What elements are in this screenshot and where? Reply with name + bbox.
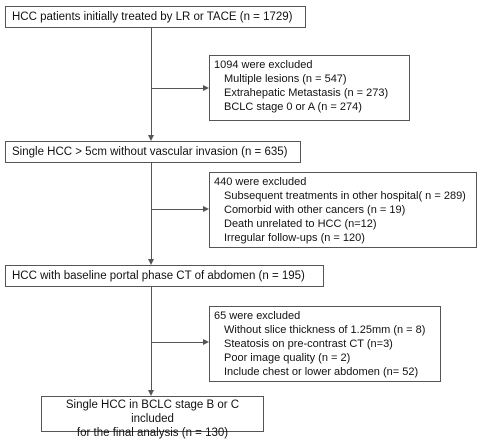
- exclusion-box-1: [209, 55, 410, 121]
- stage-1-box: [5, 6, 306, 28]
- arrow-right-2: [203, 206, 209, 212]
- connector-3-vertical: [151, 287, 152, 390]
- exclusion-box-2: [209, 172, 477, 248]
- exclusion-1-item: Extrahepatic Metastasis (n = 273): [224, 87, 389, 99]
- exclusion-3-item: Steatosis on pre-contrast CT (n=3): [224, 338, 393, 350]
- exclusion-2-item: Comorbid with other cancers (n = 19): [224, 204, 406, 216]
- exclusion-2-item: Death unrelated to HCC (n=12): [224, 218, 377, 230]
- exclusion-3-list: [214, 323, 436, 379]
- final-line-2: for the final analysis (n = 130): [76, 427, 229, 439]
- stage-1-text: HCC patients initially treated by LR or TACE (n = 1729): [12, 11, 293, 23]
- exclusion-1-item: BCLC stage 0 or A (n = 274): [224, 101, 362, 113]
- arrow-right-1: [203, 85, 209, 91]
- exclusion-box-3: [209, 306, 441, 382]
- exclusion-1-title: 1094 were excluded: [214, 59, 313, 71]
- arrow-down-3: [148, 390, 154, 396]
- exclusion-2-item: Subsequent treatments in other hospital( n = 289): [224, 190, 466, 202]
- arrow-right-3: [203, 339, 209, 345]
- exclusion-2-list: [214, 189, 472, 245]
- exclusion-2-title: 440 were excluded: [214, 176, 307, 188]
- exclusion-1-list: [214, 72, 405, 114]
- exclusion-3-title: 65 were excluded: [214, 310, 301, 322]
- stage-3-box: [5, 265, 324, 287]
- stage-3-text: HCC with baseline portal phase CT of abdomen (n = 195): [12, 270, 305, 282]
- exclusion-3-item: Without slice thickness of 1.25mm (n = 8): [224, 324, 426, 336]
- connector-1-vertical: [151, 28, 152, 135]
- exclusion-1-item: Multiple lesions (n = 547): [224, 73, 347, 85]
- arrow-down-2: [148, 259, 154, 265]
- exclusion-2-item: Irregular follow-ups (n = 120): [224, 232, 365, 244]
- final-line-1: Single HCC in BCLC stage B or C included: [65, 399, 240, 425]
- connector-2-vertical: [151, 163, 152, 259]
- stage-2-box: [5, 141, 301, 163]
- exclusion-3-item: Include chest or lower abdomen (n= 52): [224, 366, 419, 378]
- connector-3-branch: [151, 342, 203, 343]
- connector-2-branch: [151, 209, 203, 210]
- exclusion-3-item: Poor image quality (n = 2): [224, 352, 351, 364]
- connector-1-branch: [151, 88, 203, 89]
- arrow-down-1: [148, 135, 154, 141]
- stage-2-text: Single HCC > 5cm without vascular invasion (n = 635): [12, 146, 288, 158]
- final-box: [41, 396, 264, 439]
